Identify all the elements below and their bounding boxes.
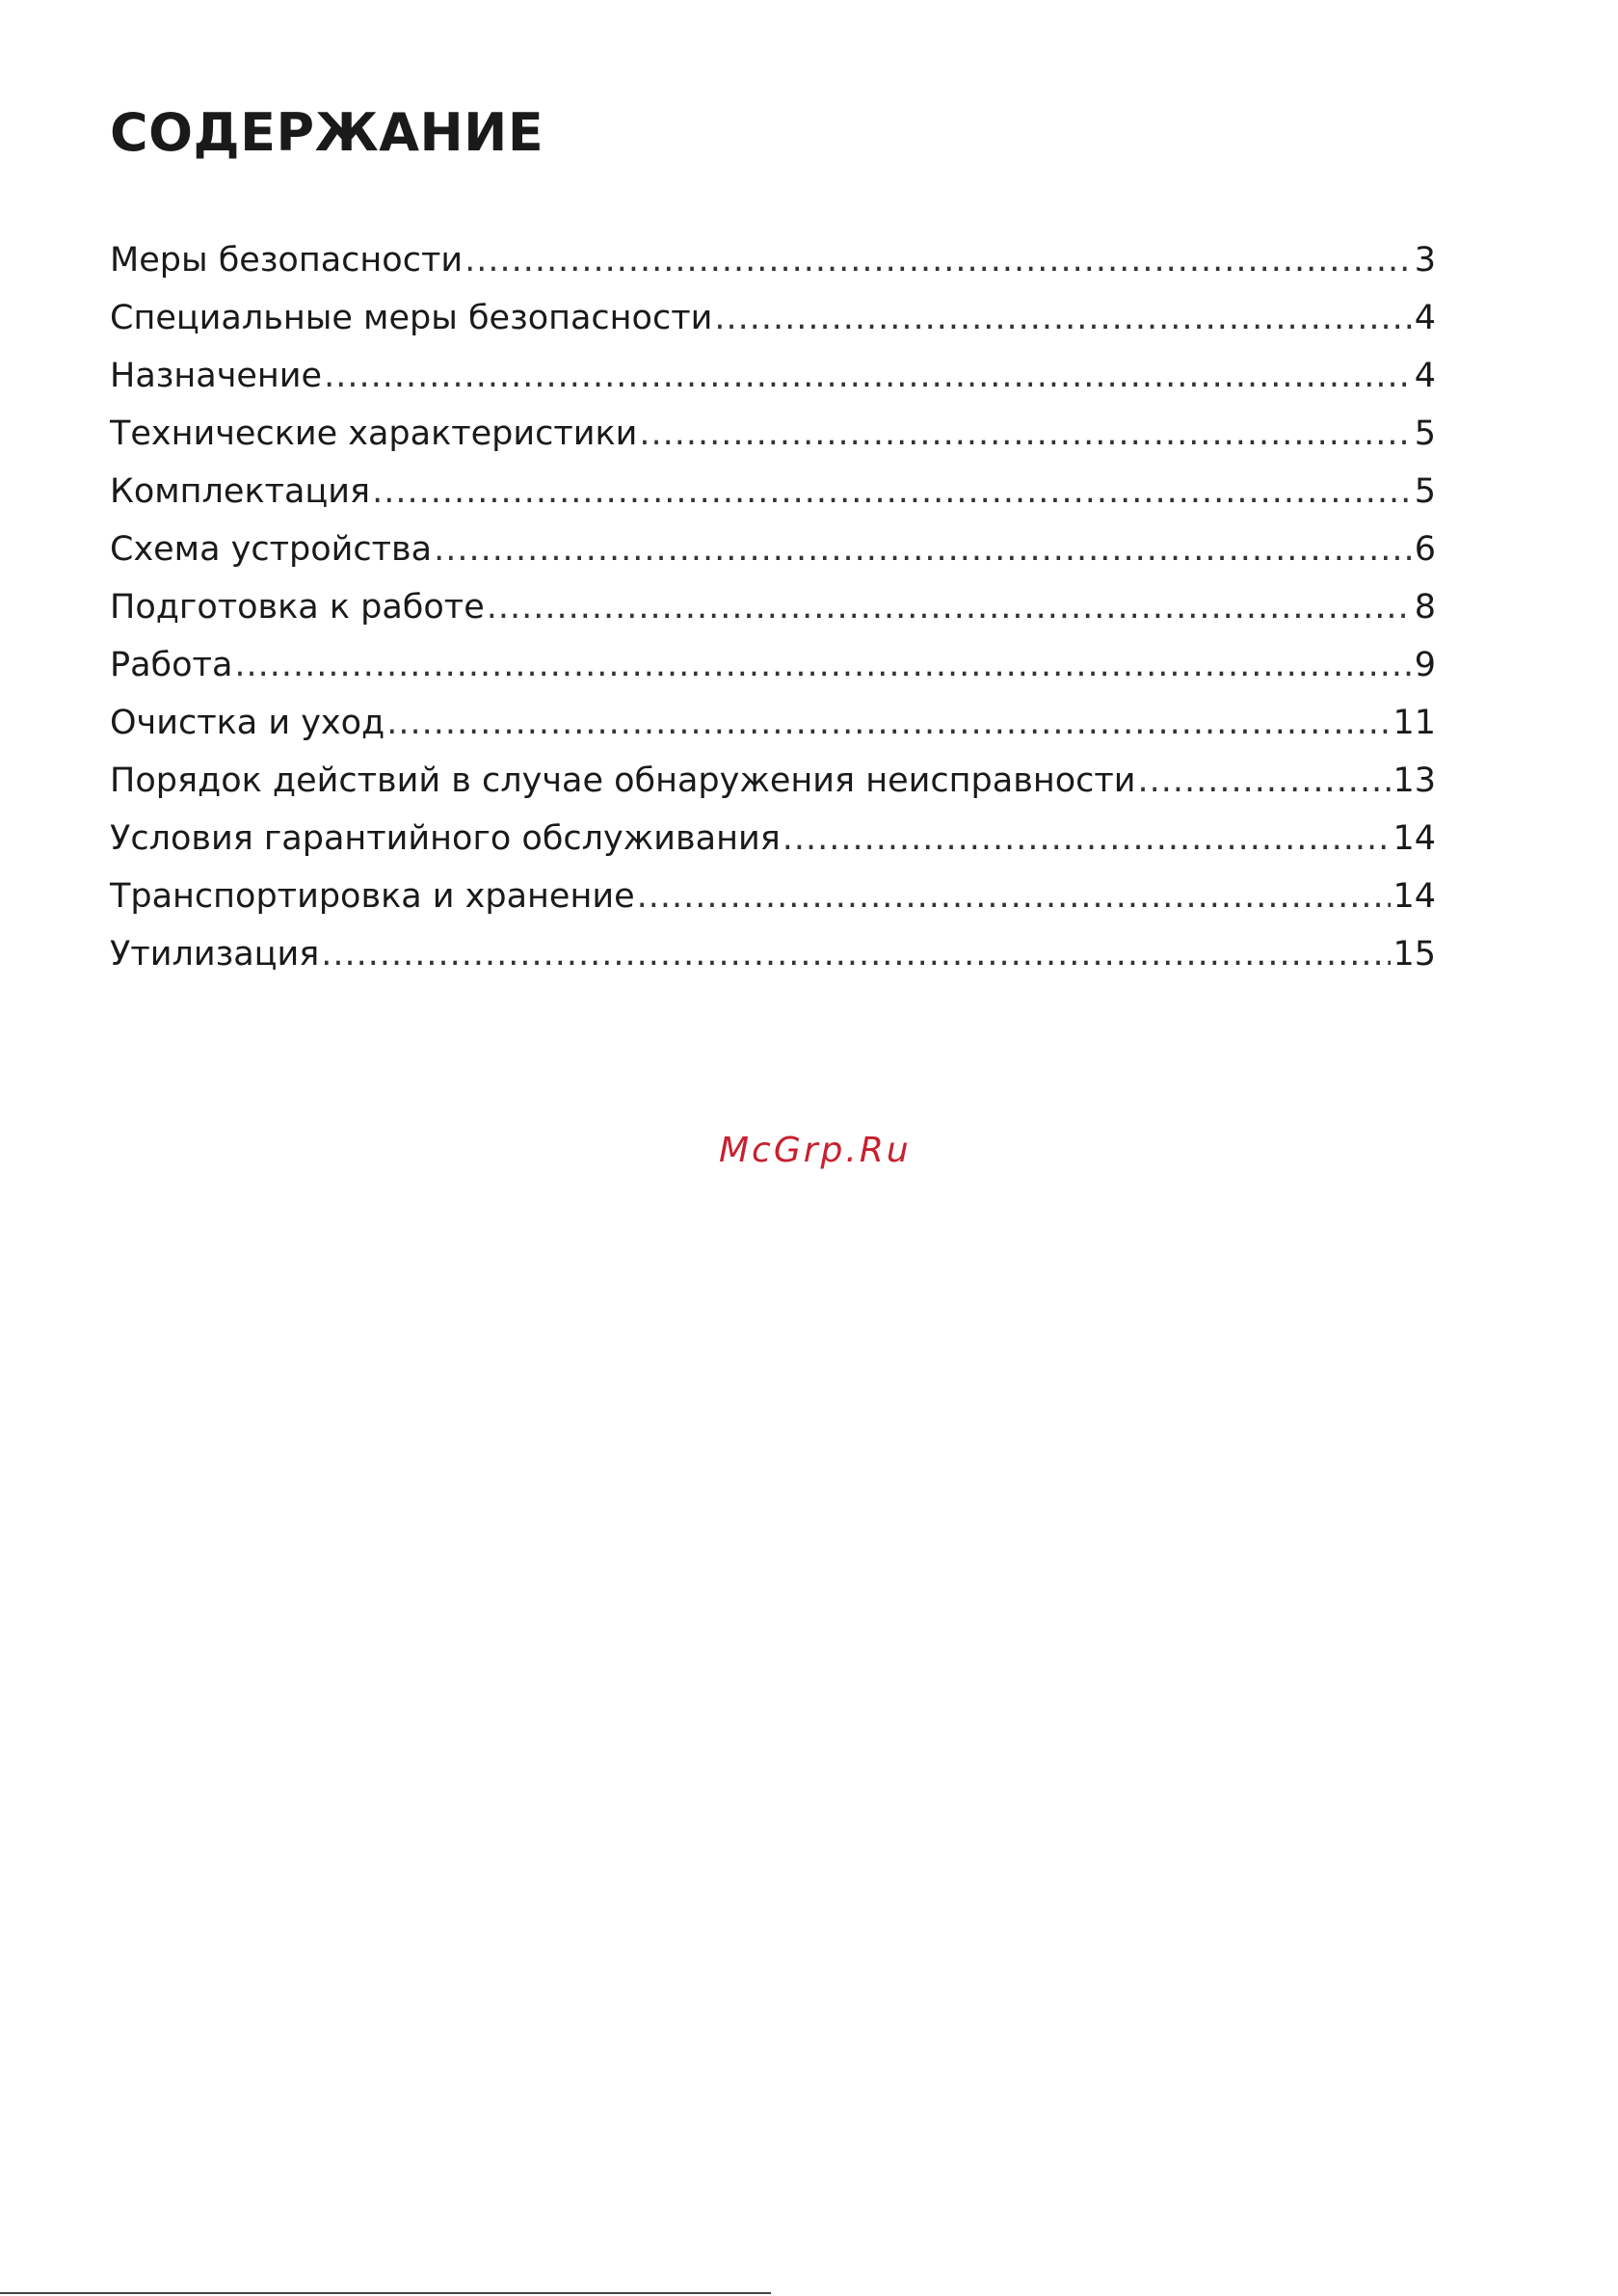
toc-item-page: 13: [1393, 761, 1436, 800]
toc-item-page: 9: [1414, 646, 1436, 684]
toc-dot-leader: [639, 405, 1412, 463]
toc-item-label: Порядок действий в случае обнаружения неисправности: [110, 761, 1136, 800]
toc-item-label: Работа: [110, 646, 233, 684]
toc-dot-leader: [714, 289, 1412, 347]
toc-item[interactable]: [110, 578, 1436, 636]
toc-item-page: 11: [1393, 704, 1436, 742]
toc-item-label: Подготовка к работе: [110, 588, 485, 627]
toc-item-label: Комплектация: [110, 472, 371, 511]
toc-item-page: 3: [1414, 241, 1436, 280]
toc-item-label: Транспортировка и хранение: [110, 877, 635, 916]
toc-item[interactable]: [110, 925, 1436, 983]
toc-dot-leader: [782, 810, 1392, 868]
watermark-text: McGrp.Ru: [719, 1131, 912, 1170]
toc-item-page: 14: [1393, 877, 1436, 916]
table-of-contents: [110, 231, 1436, 983]
toc-dot-leader: [372, 463, 1413, 521]
toc-item-label: Назначение: [110, 357, 323, 395]
toc-item[interactable]: [110, 463, 1436, 521]
toc-item[interactable]: [110, 521, 1436, 578]
toc-item[interactable]: [110, 405, 1436, 463]
toc-item-label: Технические характеристики: [110, 414, 638, 453]
toc-item[interactable]: [110, 868, 1436, 925]
toc-item-page: 8: [1414, 588, 1436, 627]
page-title: СОДЕРЖАНИЕ: [110, 102, 544, 163]
toc-dot-leader: [637, 868, 1392, 925]
toc-item-label: Схема устройства: [110, 530, 433, 569]
toc-item-page: 5: [1414, 472, 1436, 511]
toc-dot-leader: [1138, 752, 1392, 810]
toc-item-page: 15: [1393, 935, 1436, 974]
toc-item-label: Условия гарантийного обслуживания: [110, 819, 781, 858]
toc-item[interactable]: [110, 810, 1436, 868]
toc-item-page: 4: [1414, 299, 1436, 337]
toc-item[interactable]: [110, 347, 1436, 405]
toc-item[interactable]: [110, 231, 1436, 289]
toc-dot-leader: [386, 694, 1391, 752]
toc-dot-leader: [321, 925, 1391, 983]
toc-item[interactable]: [110, 636, 1436, 694]
toc-item-label: Меры безопасности: [110, 241, 464, 280]
toc-dot-leader: [324, 347, 1413, 405]
toc-item-label: Утилизация: [110, 935, 320, 974]
toc-item-page: 14: [1393, 819, 1436, 858]
toc-dot-leader: [464, 231, 1413, 289]
toc-dot-leader: [487, 578, 1413, 636]
toc-dot-leader: [234, 636, 1412, 694]
toc-item[interactable]: [110, 752, 1436, 810]
toc-item[interactable]: [110, 289, 1436, 347]
bottom-divider: [0, 2292, 771, 2294]
toc-item-label: Специальные меры безопасности: [110, 299, 713, 337]
toc-item[interactable]: [110, 694, 1436, 752]
toc-item-page: 5: [1414, 414, 1436, 453]
toc-item-page: 4: [1414, 357, 1436, 395]
toc-item-label: Очистка и уход: [110, 704, 385, 742]
toc-dot-leader: [434, 521, 1413, 578]
toc-item-page: 6: [1414, 530, 1436, 569]
